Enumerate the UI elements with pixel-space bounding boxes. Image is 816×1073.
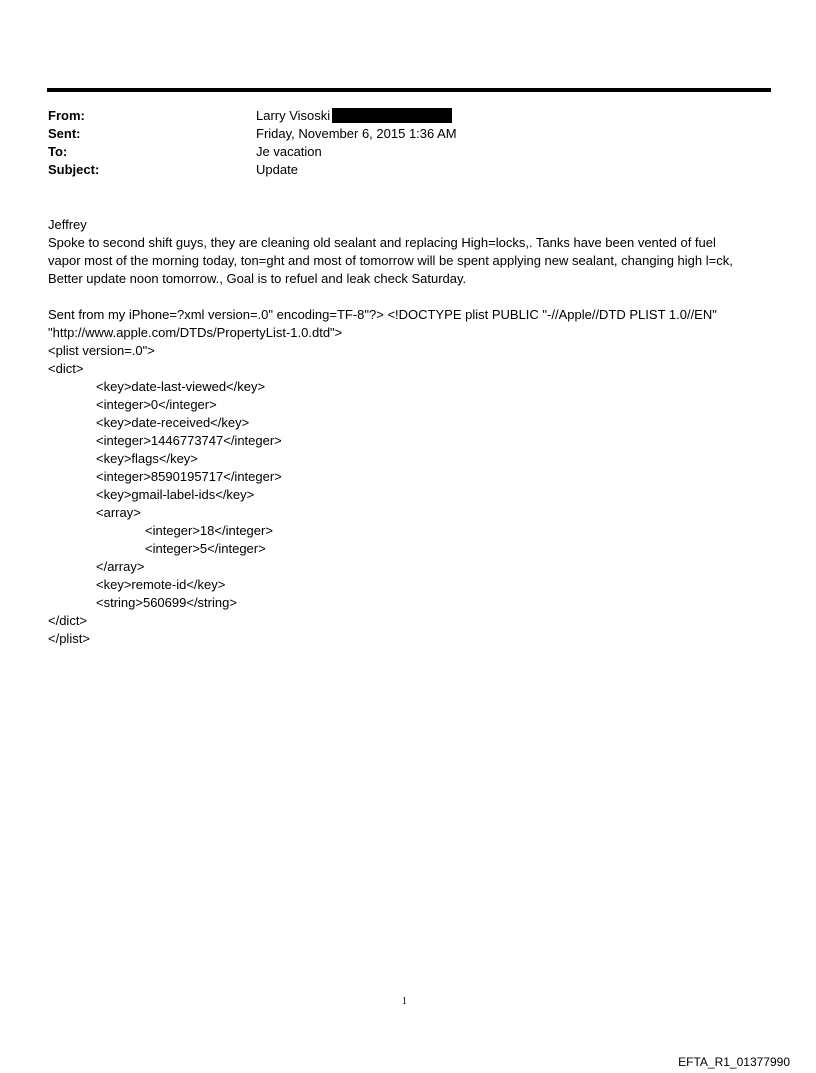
plist-open: <plist version=.0"> xyxy=(48,343,155,358)
greeting: Jeffrey xyxy=(48,217,87,232)
array-item: <integer>5</integer> xyxy=(145,541,266,556)
plist-value: <integer>8590195717</integer> xyxy=(96,469,282,484)
array-open: <array> xyxy=(96,505,141,520)
to-label: To: xyxy=(48,144,68,159)
from-name: Larry Visoski xyxy=(256,108,331,123)
header-divider xyxy=(47,88,771,92)
array-close: </array> xyxy=(96,559,145,574)
dict-close: </dict> xyxy=(48,613,88,628)
message-line: Spoke to second shift guys, they are cleaning old sealant and replacing High=locks,. Tanks have been vented of fuel xyxy=(48,235,716,250)
plist-key: <key>date-last-viewed</key> xyxy=(96,379,266,394)
plist-value: <integer>0</integer> xyxy=(96,397,217,412)
sent-label: Sent: xyxy=(48,126,81,141)
from-value xyxy=(256,107,452,125)
dict-open: <dict> xyxy=(48,361,84,376)
message-line: vapor most of the morning today, ton=ght and most of tomorrow will be spent applying new sealant, changing high l=ck, xyxy=(48,253,733,268)
message-line: Better update noon tomorrow., Goal is to refuel and leak check Saturday. xyxy=(48,271,467,286)
plist-key: <key>flags</key> xyxy=(96,451,198,466)
plist-key: <key>gmail-label-ids</key> xyxy=(96,487,255,502)
plist-key: <key>remote-id</key> xyxy=(96,577,226,592)
to-value: Je vacation xyxy=(256,144,322,159)
plist-key: <key>date-received</key> xyxy=(96,415,250,430)
signature-line: Sent from my iPhone=?xml version=.0" encoding=TF-8"?> <!DOCTYPE plist PUBLIC "-//Apple//DTD PLIST 1.0//EN" xyxy=(48,307,717,322)
subject-label: Subject: xyxy=(48,162,100,177)
page-number: 1 xyxy=(402,996,407,1007)
from-label: From: xyxy=(48,108,85,123)
document-id: EFTA_R1_01377990 xyxy=(678,1055,790,1069)
plist-value: <string>560699</string> xyxy=(96,595,237,610)
plist-close: </plist> xyxy=(48,631,90,646)
plist-value: <integer>1446773747</integer> xyxy=(96,433,282,448)
signature-line: "http://www.apple.com/DTDs/PropertyList-1.0.dtd"> xyxy=(48,325,343,340)
redaction-bar xyxy=(332,108,452,123)
subject-value: Update xyxy=(256,162,298,177)
array-item: <integer>18</integer> xyxy=(145,523,273,538)
sent-value: Friday, November 6, 2015 1:36 AM xyxy=(256,126,457,141)
